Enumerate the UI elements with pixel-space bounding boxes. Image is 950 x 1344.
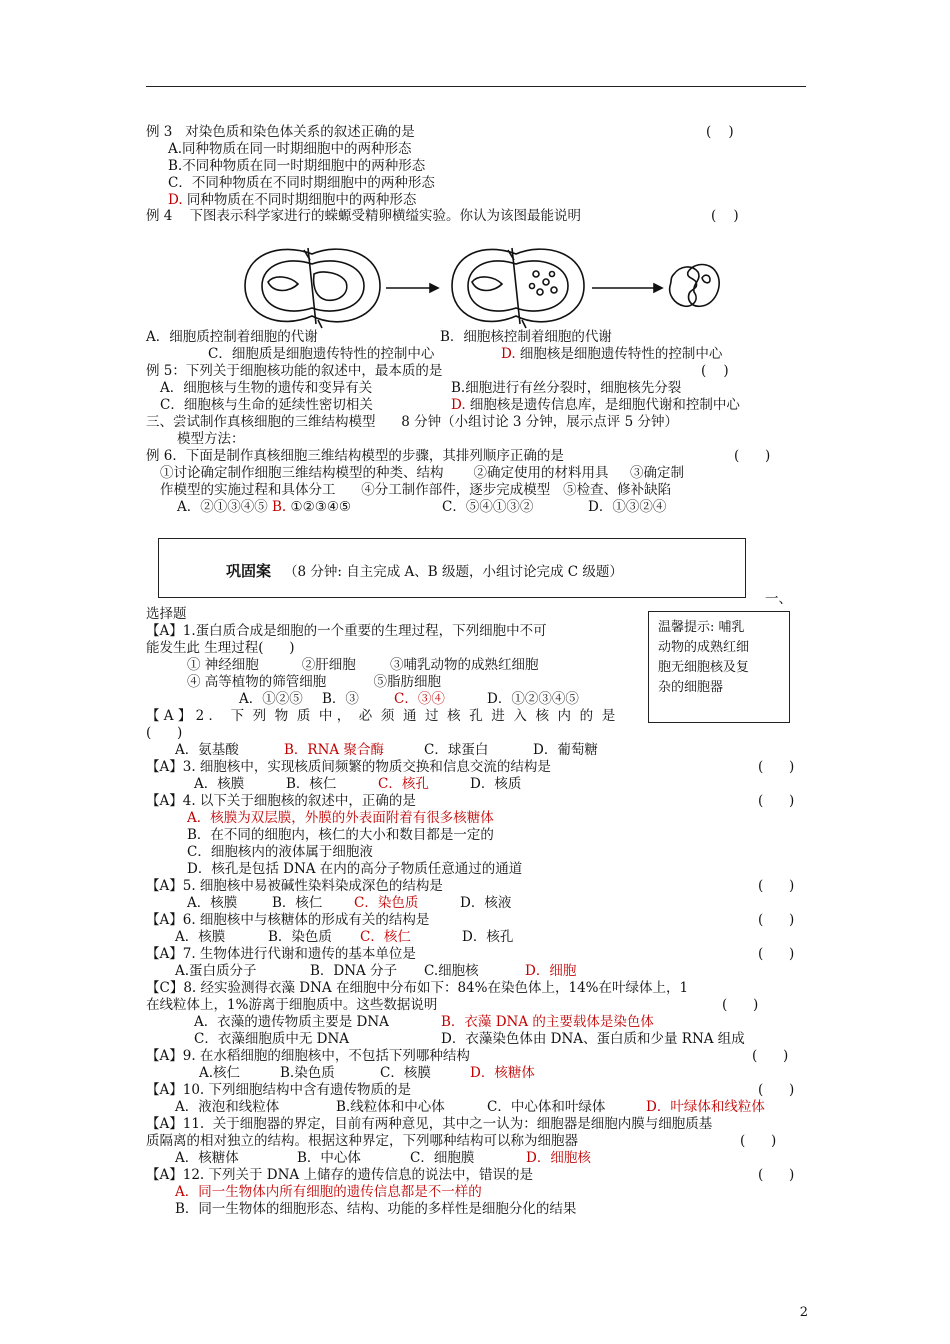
- ex4-question: 例 4 下图表示科学家进行的蝾螈受精卵横缢实验。你认为该图最能说明: [146, 208, 582, 224]
- result-cell-2: [688, 265, 719, 307]
- q4-option-b: B．在不同的细胞内，核仁的大小和数目都是一定的: [187, 827, 494, 843]
- q6-option-a: A．核膜: [175, 929, 226, 945]
- q5-paren: ( ): [758, 878, 795, 894]
- q7-option-d: D．细胞: [525, 963, 577, 979]
- q8-option-b: B．衣藻 DNA 的主要载体是染色体: [441, 1014, 654, 1030]
- q7-paren: ( ): [758, 946, 795, 962]
- q3-paren: ( ): [758, 759, 795, 775]
- q6-question: 【A】6. 细胞核中与核糖体的形成有关的结构是: [146, 912, 430, 928]
- ex3-option-b: B.不同种物质在同一时期细胞中的两种形态: [168, 158, 426, 174]
- q6-option-c: C．核仁: [360, 929, 411, 945]
- ex6-steps-line2: 作模型的实施过程和具体分工 ④分工制作部件，逐步完成模型 ⑤检查、修补缺陷: [160, 482, 672, 498]
- q9-option-b: B.染色质: [280, 1065, 335, 1081]
- q12-option-b: B．同一生物体的细胞形态、结构、功能的多样性是细胞分化的结果: [175, 1201, 577, 1217]
- answer-letter: D.: [501, 346, 516, 362]
- q12-question: 【A】12. 下列关于 DNA 上储存的遗传信息的说法中，错误的是: [146, 1167, 533, 1183]
- q2-option-d: D．葡萄糖: [533, 742, 598, 758]
- q4-option-c: C．细胞核内的液体属于细胞液: [187, 844, 373, 860]
- ex6-option-a: A．②①③④⑤: [177, 499, 268, 515]
- page-number: 2: [799, 1305, 808, 1320]
- q1-line2: 能发生此 生理过程( ): [146, 640, 295, 656]
- ex3-option-a: A.同种物质在同一时期细胞中的两种形态: [168, 141, 412, 157]
- q5-question: 【A】5. 细胞核中易被碱性染料染成深色的结构是: [146, 878, 443, 894]
- section3-subtitle: 模型方法：: [177, 431, 245, 447]
- q1-option-c: C．③④: [394, 691, 445, 707]
- section-title: 选择题: [146, 606, 187, 622]
- section3-title: 三、尝试制作真核细胞的三维结构模型 8 分钟（小组讨论 3 分钟，展示点评 5 分钟）: [146, 414, 678, 430]
- q11-line2: 质隔离的相对独立的结构。根据这种界定，下列哪种结构可以称为细胞器: [146, 1133, 578, 1149]
- q3-question: 【A】3. 细胞核中，实现核质间频繁的物质交换和信息交流的结构是: [146, 759, 551, 775]
- q8-option-d: D．衣藻染色体由 DNA、蛋白质和少量 RNA 组成: [441, 1031, 745, 1047]
- ex4-option-c: C．细胞质是细胞遗传特性的控制中心: [208, 346, 435, 362]
- q2-line2: ( ): [146, 725, 183, 741]
- q11-option-c: C．细胞膜: [410, 1150, 475, 1166]
- q8-line2: 在线粒体上，1%游离于细胞质中。这些数据说明: [146, 997, 438, 1013]
- q3-option-d: D．核质: [470, 776, 522, 792]
- q3-option-a: A．核膜: [194, 776, 245, 792]
- header-rule: [146, 86, 806, 87]
- q1-items-1: ① 神经细胞 ②肝细胞 ③哺乳动物的成熟红细胞: [187, 657, 539, 673]
- q12-paren: ( ): [758, 1167, 795, 1183]
- ex3-option-d: D. 同种物质在不同时期细胞中的两种形态: [168, 192, 417, 208]
- ex6-option-d: D．①③②④: [588, 499, 667, 515]
- q9-option-a: A.核仁: [199, 1065, 241, 1081]
- ex5-option-d: D. 细胞核是遗传信息库，是细胞代谢和控制中心: [451, 397, 740, 413]
- q10-option-d: D．叶绿体和线粒体: [646, 1099, 765, 1115]
- q1-option-d: D．①②③④⑤: [487, 691, 579, 707]
- q11-option-a: A．核糖体: [175, 1150, 239, 1166]
- q5-option-c: C．染色质: [354, 895, 419, 911]
- tip-text: 温馨提示: 哺乳 动物的成熟红细 胞无细胞核及复 杂的细胞器: [658, 620, 750, 695]
- q7-question: 【A】7. 生物体进行代谢和遗传的基本单位是: [146, 946, 416, 962]
- q5-option-a: A．核膜: [187, 895, 238, 911]
- answer-letter: D.: [168, 192, 183, 208]
- q2-option-a: A．氨基酸: [175, 742, 239, 758]
- q8-option-a: A．衣藻的遗传物质主要是 DNA: [194, 1014, 389, 1030]
- ex4-option-a: A．细胞质控制着细胞的代谢: [146, 329, 318, 345]
- q5-option-b: B．核仁: [272, 895, 323, 911]
- q2-line1: 【 A 】 2 ． 下 列 物 质 中 ， 必 须 通 过 核 孔 进 入 核 内 的 是: [146, 708, 616, 724]
- q12-option-a: A．同一生物体内所有细胞的遗传信息都是不一样的: [175, 1184, 482, 1200]
- ex5-question: 例 5：下列关于细胞核功能的叙述中，最本质的是: [146, 363, 443, 379]
- ex4-option-b: B．细胞核控制着细胞的代谢: [440, 329, 612, 345]
- q3-option-c: C．核孔: [378, 776, 429, 792]
- q2-option-b: B．RNA 聚合酶: [284, 742, 384, 758]
- ex6-option-c: C．⑤④①③②: [442, 499, 534, 515]
- answer-letter: D.: [451, 397, 466, 413]
- q10-option-a: A．液泡和线粒体: [175, 1099, 280, 1115]
- ex5-option-b: B.细胞进行有丝分裂时，细胞核先分裂: [451, 380, 682, 396]
- ex3-question: 例 3 对染色质和染色体关系的叙述正确的是: [146, 124, 415, 140]
- ex3-option-c: C．不同种物质在不同时期细胞中的两种形态: [168, 175, 435, 191]
- result-cell-1: [670, 267, 699, 306]
- ex5-option-a: A．细胞核与生物的遗传和变异有关: [160, 380, 373, 396]
- q6-option-b: B．染色质: [268, 929, 332, 945]
- q4-option-a: A．核膜为双层膜，外膜的外表面附着有很多核糖体: [187, 810, 494, 826]
- q11-line1: 【A】11. 关于细胞器的界定，目前有两种意见，其中之一认为：细胞器是细胞内膜与细胞质基: [146, 1116, 713, 1132]
- q4-option-d: D．核孔是包括 DNA 在内的高分子物质任意通过的通道: [187, 861, 523, 877]
- ex6-paren: ( ): [734, 448, 771, 464]
- q11-option-d: D．细胞核: [526, 1150, 591, 1166]
- q9-option-c: C．核膜: [380, 1065, 431, 1081]
- answer-letter: B.: [272, 499, 287, 515]
- q8-line1: 【C】8. 经实验测得衣藻 DNA 在细胞中分布如下：84%在染色体上，14%在叶绿体上，1: [146, 980, 689, 996]
- q9-question: 【A】9. 在水稻细胞的细胞核中，不包括下列哪种结构: [146, 1048, 470, 1064]
- q7-option-a: A.蛋白质分子: [175, 963, 257, 979]
- q10-question: 【A】10. 下列细胞结构中含有遗传物质的是: [146, 1082, 412, 1098]
- ex5-option-c: C．细胞核与生命的延续性密切相关: [160, 397, 373, 413]
- q7-option-c: C.细胞核: [424, 963, 479, 979]
- section-number: 一、: [765, 591, 792, 607]
- consolidation-subtitle: （8 分钟: 自主完成 A、B 级题，小组讨论完成 C 级题）: [284, 564, 623, 580]
- q11-option-b: B．中心体: [297, 1150, 361, 1166]
- q10-option-c: C．中心体和叶绿体: [487, 1099, 606, 1115]
- q6-paren: ( ): [758, 912, 795, 928]
- salamander-egg-constriction-figure: [240, 244, 720, 330]
- q8-option-c: C．衣藻细胞质中无 DNA: [194, 1031, 350, 1047]
- q9-option-d: D．核糖体: [470, 1065, 535, 1081]
- q11-paren: ( ): [740, 1133, 777, 1149]
- q1-items-2: ④ 高等植物的筛管细胞 ⑤脂肪细胞: [187, 674, 441, 690]
- q6-option-d: D．核孔: [462, 929, 514, 945]
- q5-option-d: D．核液: [460, 895, 512, 911]
- q10-paren: ( ): [758, 1082, 795, 1098]
- ex6-steps-line1: ①讨论确定制作细胞三维结构模型的种类、结构 ②确定使用的材料用具 ③确定制: [160, 465, 684, 481]
- consolidation-title: 巩固案: [226, 562, 272, 580]
- q2-option-c: C．球蛋白: [424, 742, 489, 758]
- ex6-question: 例 6．下面是制作真核细胞三维结构模型的步骤，其排列顺序正确的是: [146, 448, 564, 464]
- q1-option-b: B．③: [322, 691, 359, 707]
- q1-option-a: A．①②⑤: [239, 691, 303, 707]
- q1-line1: 【A】1.蛋白质合成是细胞的一个重要的生理过程，下列细胞中不可: [146, 623, 547, 639]
- q9-paren: ( ): [752, 1048, 789, 1064]
- q3-option-b: B．核仁: [286, 776, 337, 792]
- q10-option-b: B.线粒体和中心体: [336, 1099, 445, 1115]
- ex4-paren: ( ): [711, 208, 739, 224]
- ex3-paren: ( ): [706, 124, 734, 140]
- q8-paren: ( ): [722, 997, 759, 1013]
- ex4-option-d: D. 细胞核是细胞遗传特性的控制中心: [501, 346, 723, 362]
- ex6-option-b: B. ①②③④⑤: [272, 499, 352, 515]
- q7-option-b: B．DNA 分子: [310, 963, 398, 979]
- q4-question: 【A】4. 以下关于细胞核的叙述中，正确的是: [146, 793, 416, 809]
- ex5-paren: ( ): [701, 363, 729, 379]
- q4-paren: ( ): [758, 793, 795, 809]
